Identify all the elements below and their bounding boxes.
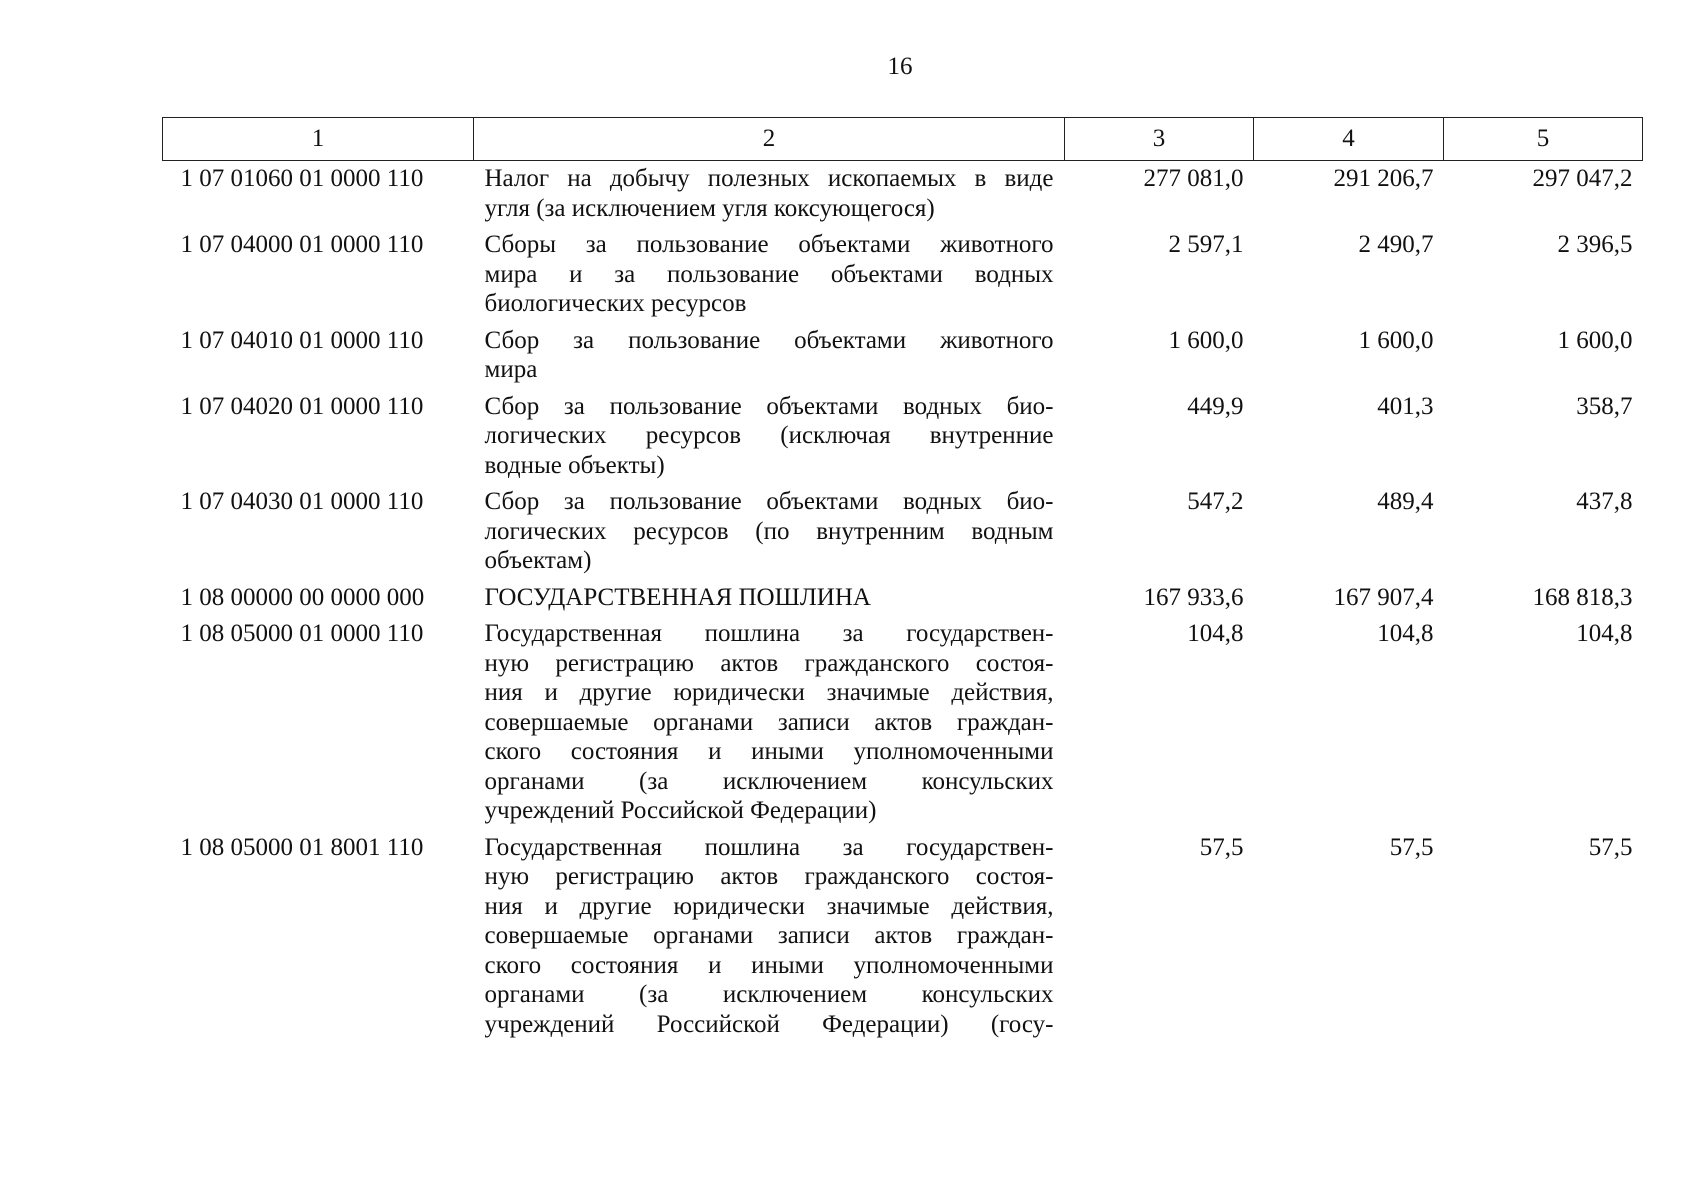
amount-column-5: 358,7 (1576, 392, 1633, 420)
table-row (163, 326, 1643, 392)
description-line: органами (за исключением консульских (484, 767, 1054, 795)
revenue-table-container (162, 117, 1642, 1046)
page-number: 16 (887, 53, 913, 80)
description-line: ную регистрацию актов гражданского состоя- (484, 649, 1054, 677)
amount-column-3: 2 597,1 (1168, 231, 1244, 258)
amount-column-5: 104,8 (1576, 620, 1633, 647)
income-description (474, 392, 1065, 488)
table-row (163, 583, 1643, 620)
description-line: Сбор за пользование объектами водных био- (484, 392, 1054, 420)
amount-column-4: 489,4 (1377, 488, 1434, 515)
income-description (474, 326, 1065, 392)
amount-column-4: 104,8 (1377, 620, 1434, 647)
description-line: учреждений Российской Федерации) (госу- (484, 1010, 1054, 1038)
budget-code: 1 07 04010 01 0000 110 (180, 326, 424, 354)
column-header-5: 5 (1444, 118, 1643, 161)
description-line: ную регистрацию актов гражданского состоя- (484, 863, 1054, 890)
amount-column-5: 168 818,3 (1532, 583, 1633, 611)
amount-column-4: 291 206,7 (1333, 165, 1434, 192)
description-line: Налог на добычу полезных ископаемых в виде (484, 165, 1054, 192)
table-row (163, 161, 1643, 231)
budget-code: 1 07 04030 01 0000 110 (180, 488, 424, 515)
income-description (474, 161, 1065, 231)
description-line: ния и другие юридически значимые действия, (484, 679, 1054, 706)
amount-column-4: 1 600,0 (1358, 326, 1434, 354)
description-line: ского состояния и иными уполномоченными (484, 738, 1054, 765)
amount-column-5: 2 396,5 (1557, 231, 1633, 258)
column-header-1: 1 (163, 118, 474, 161)
description-line: совершаемые органами записи актов граждан- (484, 708, 1054, 736)
description-line: Сборы за пользование объектами животного (484, 231, 1054, 258)
amount-column-5: 297 047,2 (1532, 165, 1633, 192)
amount-column-5: 1 600,0 (1557, 326, 1633, 354)
amount-column-3: 449,9 (1187, 392, 1244, 420)
description-line: ского состояния и иными уполномоченными (484, 951, 1054, 979)
table-row (163, 619, 1643, 833)
budget-code: 1 07 04020 01 0000 110 (180, 392, 424, 420)
description-line: мира и за пользование объектами водных (484, 260, 1054, 288)
income-description (474, 230, 1065, 326)
amount-column-4: 401,3 (1377, 392, 1434, 420)
description-line: водные объекты) (484, 451, 665, 479)
description-line: логических ресурсов (исключая внутренние (484, 422, 1054, 449)
description-line: ГОСУДАРСТВЕННАЯ ПОШЛИНА (484, 583, 871, 611)
description-line: объектам) (484, 547, 592, 574)
amount-column-4: 57,5 (1389, 833, 1434, 861)
income-description (474, 487, 1065, 583)
description-line: совершаемые органами записи актов граждан- (484, 922, 1054, 949)
description-line: Сбор за пользование объектами водных био- (484, 488, 1054, 515)
amount-column-4: 167 907,4 (1333, 583, 1434, 611)
description-line: ния и другие юридически значимые действия, (484, 892, 1054, 920)
income-description (474, 619, 1065, 833)
budget-code: 1 08 00000 00 0000 000 (180, 583, 425, 611)
description-line: угля (за исключением угля коксующегося) (484, 194, 935, 222)
column-header-2: 2 (474, 118, 1065, 161)
income-description (474, 833, 1065, 1047)
column-header-4: 4 (1254, 118, 1444, 161)
description-line: Сбор за пользование объектами животного (484, 326, 1054, 354)
header-row (163, 118, 1643, 161)
amount-column-5: 437,8 (1576, 488, 1633, 515)
amount-column-3: 57,5 (1199, 833, 1244, 861)
amount-column-4: 2 490,7 (1358, 231, 1434, 258)
description-line: биологических ресурсов (484, 290, 747, 317)
budget-code: 1 08 05000 01 8001 110 (180, 833, 424, 861)
amount-column-3: 167 933,6 (1143, 583, 1244, 611)
table-row (163, 487, 1643, 583)
description-line: учреждений Российской Федерации) (484, 797, 877, 824)
amount-column-3: 547,2 (1187, 488, 1244, 515)
description-line: мира (484, 356, 538, 383)
amount-column-3: 277 081,0 (1143, 165, 1244, 192)
revenue-table (162, 117, 1643, 1046)
budget-code: 1 08 05000 01 0000 110 (180, 620, 424, 647)
table-row (163, 392, 1643, 488)
description-line: логических ресурсов (по внутренним водным (484, 517, 1054, 545)
table-body (163, 161, 1643, 1047)
budget-code: 1 07 01060 01 0000 110 (180, 165, 424, 192)
description-line: Государственная пошлина за государствен- (484, 833, 1054, 861)
amount-column-3: 1 600,0 (1168, 326, 1244, 354)
table-row (163, 833, 1643, 1047)
table-row (163, 230, 1643, 326)
budget-code: 1 07 04000 01 0000 110 (180, 231, 424, 258)
description-line: органами (за исключением консульских (484, 981, 1054, 1008)
column-header-3: 3 (1065, 118, 1254, 161)
description-line: Государственная пошлина за государствен- (484, 620, 1054, 647)
amount-column-3: 104,8 (1187, 620, 1244, 647)
income-description (474, 583, 1065, 620)
amount-column-5: 57,5 (1588, 833, 1633, 861)
table-header (163, 118, 1643, 161)
